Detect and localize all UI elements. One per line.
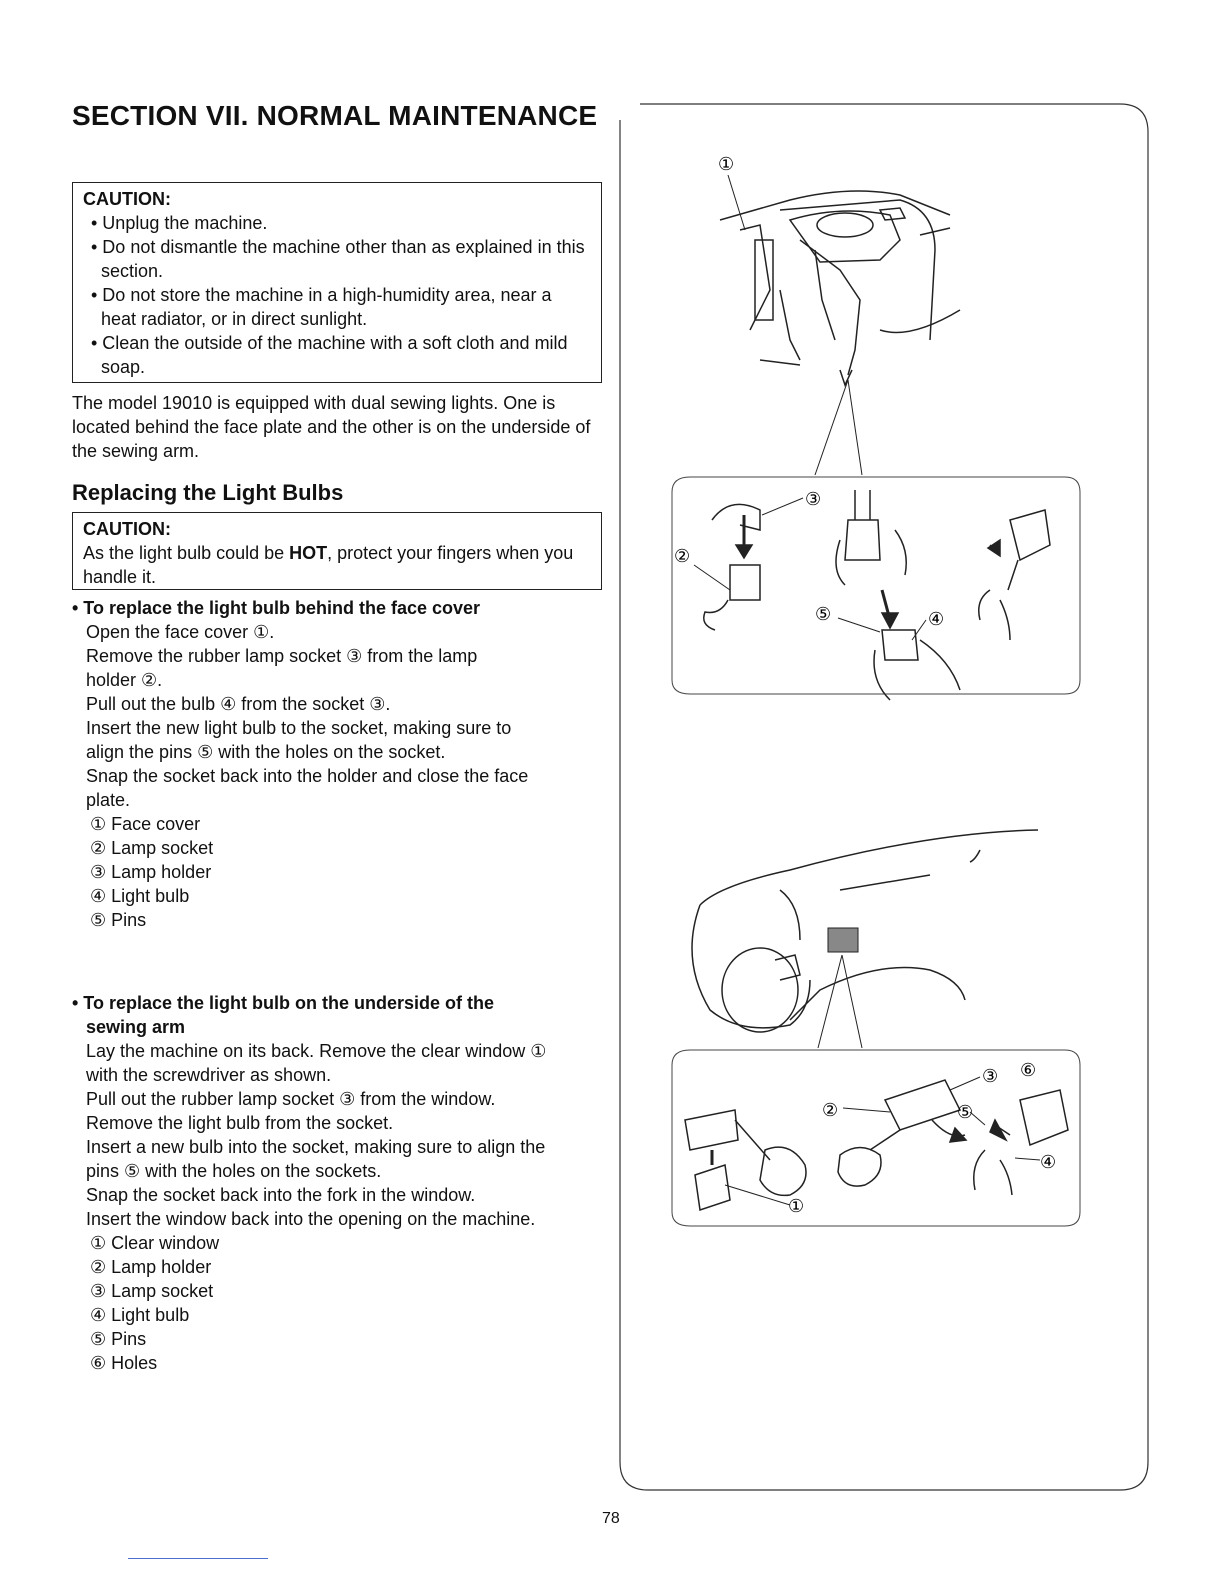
legend-item: ④ Light bulb xyxy=(90,1305,190,1325)
sewing-arm-drawing xyxy=(692,830,1038,1032)
callout-label: ② xyxy=(822,1100,839,1120)
legend-item: ① Clear window xyxy=(90,1233,220,1253)
legend-item: ② Lamp socket xyxy=(90,838,214,858)
footer-rule xyxy=(128,1558,268,1559)
bulb-removal-drawing xyxy=(704,490,1050,700)
procedure-line: Pull out the bulb ④ from the socket ③. xyxy=(86,694,391,714)
procedure-line: Pull out the rubber lamp socket ③ from the window. xyxy=(86,1089,496,1109)
legend-item: ③ Lamp socket xyxy=(90,1281,214,1301)
procedure-line: align the pins ⑤ with the holes on the socket. xyxy=(86,742,446,762)
callout-label: ④ xyxy=(928,609,945,629)
illustration-frame xyxy=(620,104,1148,1490)
procedure-line: Remove the light bulb from the socket. xyxy=(86,1113,394,1133)
caution-text-part: , protect your fingers when you handle it. xyxy=(83,543,574,587)
callout-label: ③ xyxy=(805,489,822,509)
legend-item: ⑤ Pins xyxy=(90,1329,147,1349)
callout-label: ⑤ xyxy=(957,1102,974,1122)
callout-leader xyxy=(728,175,745,230)
procedure-line: holder ②. xyxy=(86,670,163,690)
legend-item: ⑥ Holes xyxy=(90,1353,158,1373)
intro-paragraph: The model 19010 is equipped with dual sewing lights. One is located behind the face plate and the other is on the underside of the sewing arm. xyxy=(72,393,591,461)
clear-window-patch xyxy=(828,928,858,952)
callout-label: ⑤ xyxy=(815,604,832,624)
caution-heading: CAUTION: xyxy=(83,519,171,539)
legend-item: ② Lamp holder xyxy=(90,1257,212,1277)
procedure-line: plate. xyxy=(86,790,131,810)
caution-item: • Unplug the machine. xyxy=(91,213,268,233)
section-title: SECTION VII. NORMAL MAINTENANCE xyxy=(72,100,598,131)
legend-item: ③ Lamp holder xyxy=(90,862,212,882)
procedure-line: Snap the socket back into the holder and close the face xyxy=(86,766,529,786)
callout-label: ④ xyxy=(1040,1152,1057,1172)
procedure-heading: sewing arm xyxy=(86,1017,186,1037)
face-plate-drawing xyxy=(720,191,960,385)
procedure-heading: • To replace the light bulb on the underside of the xyxy=(72,993,494,1013)
procedure-line: Insert the new light bulb to the socket, making sure to xyxy=(86,718,512,738)
procedure-line: Insert the window back into the opening on the machine. xyxy=(86,1209,536,1229)
procedure-heading: • To replace the light bulb behind the face cover xyxy=(72,598,481,618)
caution-item: • Clean the outside of the machine with a soft cloth and mild soap. xyxy=(91,333,568,377)
procedure-line: Remove the rubber lamp socket ③ from the lamp xyxy=(86,646,478,666)
callout-label: ③ xyxy=(982,1066,999,1086)
callout-label: ② xyxy=(674,546,691,566)
subheading-replacing-bulbs: Replacing the Light Bulbs xyxy=(72,480,344,505)
detail-box-bottom xyxy=(672,1050,1080,1226)
callout-leader xyxy=(815,380,862,475)
procedure-line: pins ⑤ with the holes on the sockets. xyxy=(86,1161,382,1181)
procedure-line: Open the face cover ①. xyxy=(86,622,275,642)
procedure-line: with the screwdriver as shown. xyxy=(86,1065,332,1085)
legend-item: ⑤ Pins xyxy=(90,910,147,930)
procedure-line: Lay the machine on its back. Remove the clear window ① xyxy=(86,1041,547,1061)
callout-leader xyxy=(818,955,862,1048)
caution-text-part: As the light bulb could be xyxy=(83,543,290,563)
caution-heading: CAUTION: xyxy=(83,189,171,209)
caution-hot-word: HOT xyxy=(289,543,328,563)
procedure-line: Insert a new bulb into the socket, making sure to align the xyxy=(86,1137,546,1157)
callout-label: ⑥ xyxy=(1020,1060,1037,1080)
legend-item: ① Face cover xyxy=(90,814,201,834)
page-number: 78 xyxy=(602,1510,620,1527)
caution-item: • Do not dismantle the machine other than as explained in this section. xyxy=(91,237,585,281)
callout-label: ① xyxy=(718,154,735,174)
caution-item: • Do not store the machine in a high-humidity area, near a heat radiator, or in direct sunlight. xyxy=(91,285,552,329)
detail-box-top xyxy=(672,477,1080,694)
callout-label: ① xyxy=(788,1196,805,1216)
procedure-line: Snap the socket back into the fork in the window. xyxy=(86,1185,476,1205)
legend-item: ④ Light bulb xyxy=(90,886,190,906)
